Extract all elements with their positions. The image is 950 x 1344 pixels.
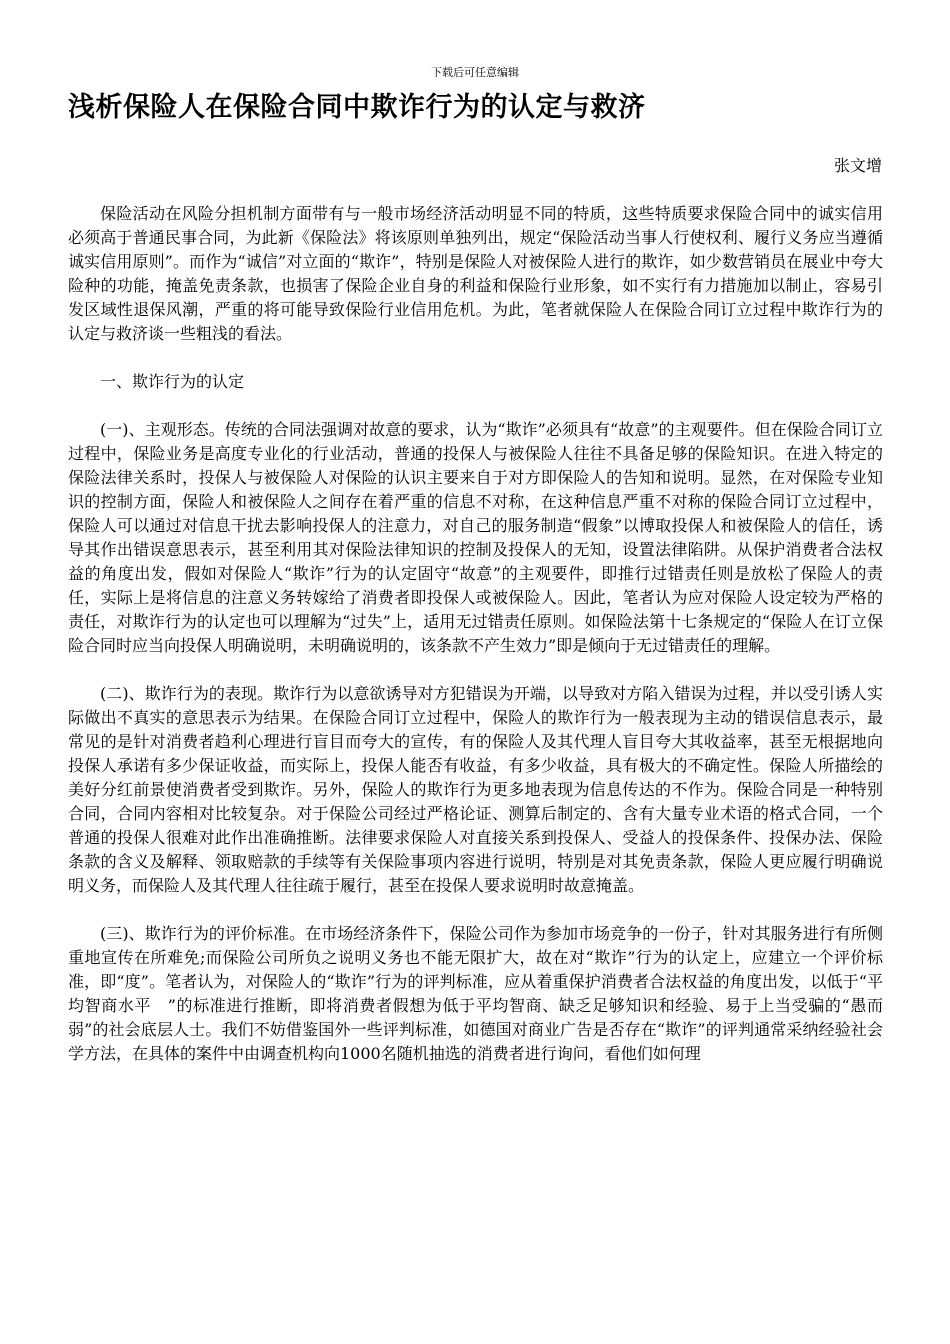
section-heading: 一、欺诈行为的认定 (100, 372, 245, 391)
document-body (68, 202, 883, 1066)
paragraph-subjective-form: (一)、主观形态。传统的合同法强调对故意的要求，认为“欺诈”必须具有“故意”的主观要件。但在保险合同订立过程中，保险业务是高度专业化的行业活动，普通的投保人与被保险人往往不具备足够的保险知识。在进入特定的保险法律关系时，投保人与被保险人对保险的认识主要来自于对方即保险人的告知和说明。显然，在对保险专业知识的控制方面，保险人和被保险人之间存在着严重的信息不对称，在这种信息严重不对称的保险合同订立过程中，保险人可以通过对信息干扰去影响投保人的注意力，对自己的服务制造“假象”以博取投保人和被保险人的信任，诱导其作出错误意思表示，甚至利用其对保险法律知识的控制及投保人的无知，设置法律陷阱。从保护消费者合法权益的角度出发，假如对保险人“欺诈”行为的认定固守“故意”的主观要件，即推行过错责任则是放松了保险人的责任，实际上是将信息的注意义务转嫁给了消费者即投保人或被保险人。因此，笔者认为应对保险人设定较为严格的责任，对欺诈行为的认定也可以理解为“过失”上，适用无过错责任原则。如保险法第十七条规定的“保险人在订立保险合同时应当向投保人明确说明，未明确说明的，该条款不产生效力”即是倾向于无过错责任的理解。 (68, 420, 883, 655)
intro-paragraph: 保险活动在风险分担机制方面带有与一般市场经济活动明显不同的特质，这些特质要求保险合同中的诚实信用必须高于普通民事合同，为此新《保险法》将该原则单独列出，规定“保险活动当事人行使权利、履行义务应当遵循诚实信用原则”。而作为“诚信”对立面的“欺诈”，特别是保险人对被保险人进行的欺诈，如少数营销员在展业中夸大险种的功能，掩盖免责条款，也损害了保险企业自身的利益和保险行业形象，如不实行有力措施加以制止，容易引发区域性退保风潮，严重的将可能导致保险行业信用危机。为此，笔者就保险人在保险合同订立过程中欺诈行为的认定与救济谈一些粗浅的看法。 (68, 204, 883, 343)
header-note: 下载后可任意编辑 (431, 66, 519, 79)
paragraph-evaluation-standard: (三)、欺诈行为的评价标准。在市场经济条件下，保险公司作为参加市场竞争的一份子，针对其服务进行有所侧重地宣传在所难免;而保险公司所负之说明义务也不能无限扩大，故在对“欺诈”行为的认定上，应建立一个评价标准，即“度”。笔者认为，对保险人的“欺诈”行为的评判标准，应从着重保护消费者合法权益的角度出发，以低于“平均智商水平 ”的标准进行推断，即将消费者假想为低于平均智商、缺乏足够知识和经验、易于上当受骗的“愚而弱”的社会底层人士。我们不妨借鉴国外一些评判标准，如德国对商业广告是否存在“欺诈”的评判通常采纳经验社会学方法，在具体的案件中由调查机构向1000名随机抽选的消费者进行询问，看他们如何理 (68, 924, 883, 1063)
document-title: 浅析保险人在保险合同中欺诈行为的认定与救济 (68, 92, 646, 123)
author-name: 张文增 (833, 156, 882, 175)
paragraph-fraud-manifestation: (二)、欺诈行为的表现。欺诈行为以意欲诱导对方犯错误为开端，以导致对方陷入错误为过程，并以受引诱人实际做出不真实的意思表示为结果。在保险合同订立过程中，保险人的欺诈行为一般表现为主动的错误信息表示，最常见的是针对消费者趋利心理进行盲目而夸大的宣传，有的保险人及其代理人盲目夸大其收益率，甚至无根据地向投保人承诺有多少保证收益，而实际上，投保人能否有收益，有多少收益，具有极大的不确定性。保险人所描绘的美好分红前景使消费者受到欺诈。另外，保险人的欺诈行为更多地表现为信息传达的不作为。保险合同是一种特别合同，合同内容相对比较复杂。对于保险公司经过严格论证、测算后制定的、含有大量专业术语的格式合同，一个普通的投保人很难对此作出准确推断。法律要求保险人对直接关系到投保人、受益人的投保条件、投保办法、保险条款的含义及解释、领取赔款的手续等有关保险事项内容进行说明，特别是对其免责条款，保险人更应履行明确说明义务，而保险人及其代理人往往疏于履行，甚至在投保人要求说明时故意掩盖。 (68, 684, 883, 895)
